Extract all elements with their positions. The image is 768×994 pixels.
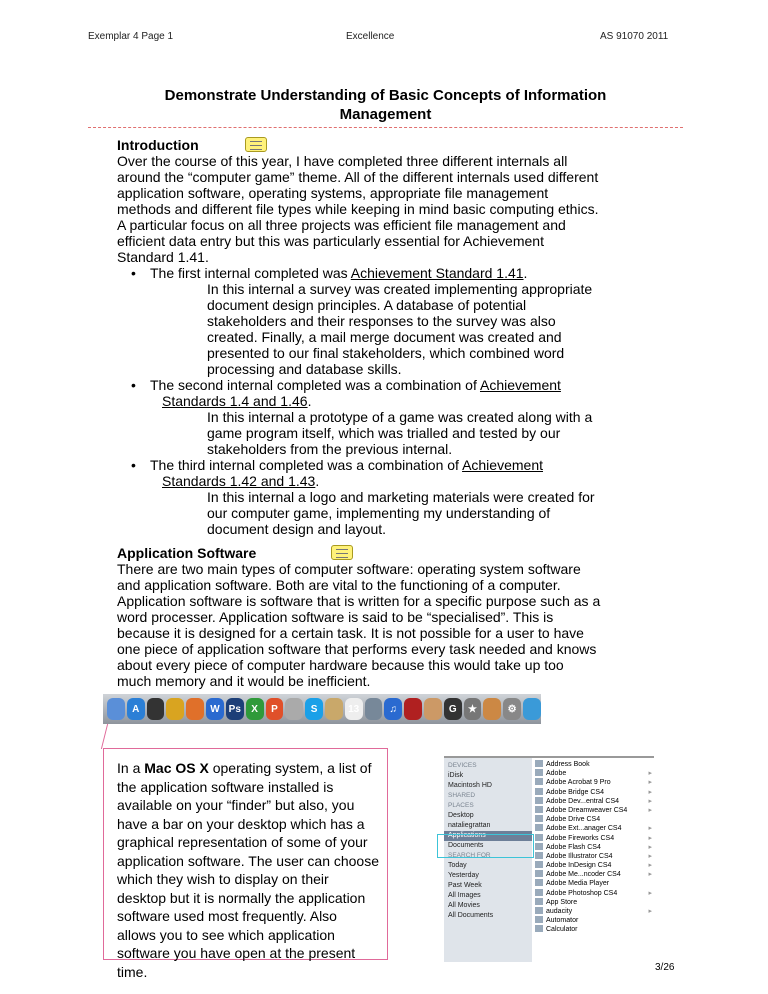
text-line: document design and layout. xyxy=(207,521,387,537)
finder-app-item xyxy=(532,788,654,797)
app-icon xyxy=(535,778,543,785)
title-line: Management xyxy=(339,106,432,123)
finder-sidebar-item: nataliegrattan xyxy=(448,822,491,829)
app-icon xyxy=(535,907,543,914)
finder-sidebar-item: SEARCH FOR xyxy=(448,852,491,859)
imovie-icon: ★ xyxy=(464,698,482,720)
preview-icon xyxy=(365,698,383,720)
photoshop-icon: Ps xyxy=(226,698,244,720)
text-line: Application software is software that is written for a specific purpose such as a xyxy=(117,593,601,609)
garageband-icon xyxy=(483,698,501,720)
text-line: Standard 1.41. xyxy=(117,249,209,265)
finder-app-item xyxy=(532,870,654,879)
app-name: Address Book xyxy=(546,761,590,768)
app-name: Adobe Drive CS4 xyxy=(546,816,601,824)
app-name: App Store xyxy=(546,898,578,906)
finder-sidebar xyxy=(444,758,532,962)
bullet-3: • The third internal completed was a combination of Achievement xyxy=(117,457,707,473)
app-icon xyxy=(535,898,543,905)
finder-sidebar-item: SHARED xyxy=(448,792,476,799)
finder-app-item xyxy=(532,843,654,852)
chrome-icon xyxy=(166,698,184,720)
finder-app-item xyxy=(532,879,654,888)
text-line: because it is designed for a certain task. It is not possible for a user to have xyxy=(117,625,584,641)
finder-app-item xyxy=(532,852,654,861)
app-name: Adobe Me...ncoder CS4 xyxy=(546,871,621,879)
app-icon xyxy=(535,879,543,886)
app-name: Adobe Bridge CS4 xyxy=(546,788,604,796)
title-line: Demonstrate Understanding of Basic Concepts of Information xyxy=(164,87,607,104)
app-name: Adobe Dreamweaver CS4 xyxy=(546,806,628,814)
app-name: Calculator xyxy=(546,926,578,934)
app-name: Adobe Illustrator CS4 xyxy=(546,852,613,860)
app-name: Adobe InDesign CS4 xyxy=(546,862,612,870)
app-icon xyxy=(535,797,543,804)
app-name: Adobe Acrobat 9 Pro xyxy=(546,779,611,787)
text-line: word processer. Application software is said to be “specialised”. This is xyxy=(117,609,554,625)
finder-sidebar-item: Macintosh HD xyxy=(448,782,492,789)
text-line: one piece of application software that performs every task needed and knows xyxy=(117,641,597,657)
app-icon xyxy=(535,870,543,877)
finder-app-item xyxy=(532,769,654,778)
text-line: document design principles. A database of potential xyxy=(207,297,527,313)
text-line: presented to our final stakeholders, which combined word xyxy=(207,345,565,361)
powerpoint-icon: P xyxy=(266,698,284,720)
text-line: methods and different file types while keeping in mind basic computing ethics. xyxy=(117,201,599,217)
app-icon xyxy=(535,916,543,923)
text-line: Over the course of this year, I have completed three different internals all xyxy=(117,153,568,169)
app-icon xyxy=(535,769,543,776)
finder-sidebar-item: iDisk xyxy=(448,772,464,779)
app-store-icon: A xyxy=(127,698,145,720)
finder-app-item xyxy=(532,889,654,898)
dashboard-icon xyxy=(147,698,165,720)
app-icon xyxy=(535,852,543,859)
garageband-g-icon: G xyxy=(444,698,462,720)
bullet-1: • The first internal completed was Achievement Standard 1.41. xyxy=(117,265,707,281)
finder-app-item xyxy=(532,815,654,824)
finder-app-item xyxy=(532,898,654,907)
finder-sidebar-item: Applications xyxy=(444,831,532,841)
finder-sidebar-item: PLACES xyxy=(448,802,474,809)
text-line: about every piece of computer hardware because this would take up too xyxy=(117,657,564,673)
notes-icon xyxy=(325,698,343,720)
bullet-3-cont: Standards 1.42 and 1.43. xyxy=(162,473,320,489)
app-name: Adobe Media Player xyxy=(546,880,610,888)
link-as-1-46[interactable]: Standards 1.4 and 1.46 xyxy=(162,393,308,409)
link-as-1-42[interactable]: Achievement xyxy=(462,457,543,473)
messenger-icon xyxy=(523,698,541,720)
finder-app-item xyxy=(532,760,654,769)
finder-app-item xyxy=(532,806,654,815)
app-icon xyxy=(535,815,543,822)
system-preferences-icon: ⚙ xyxy=(503,698,521,720)
link-as-1-41[interactable]: Achievement Standard 1.41 xyxy=(350,265,524,281)
calculator-icon xyxy=(285,698,303,720)
word-icon: W xyxy=(206,698,224,720)
app-icon xyxy=(535,806,543,813)
header-center: Excellence xyxy=(346,31,395,42)
page-title xyxy=(88,86,683,124)
text-line: application software, operating systems, appropriate file management xyxy=(117,185,549,201)
finder-window-image xyxy=(444,756,654,962)
finder-sidebar-item: Today xyxy=(448,862,467,869)
header-left: Exemplar 4 Page 1 xyxy=(88,31,174,42)
callout-leader-line xyxy=(101,724,118,749)
finder-app-item xyxy=(532,824,654,833)
calendar-icon: 13 xyxy=(345,698,363,720)
text-line: In this internal a logo and marketing materials were created for xyxy=(207,489,595,505)
highlight-box xyxy=(437,834,534,858)
section-heading: Introduction xyxy=(117,137,199,153)
app-icon xyxy=(535,824,543,831)
bullet-2-cont: Standards 1.4 and 1.46. xyxy=(162,393,312,409)
finder-sidebar-item: All Movies xyxy=(448,902,480,909)
bullet-2: • The second internal completed was a combination of Achievement xyxy=(117,377,707,393)
mac-dock-image xyxy=(103,694,541,724)
text-line: much memory and it would be inefficient. xyxy=(117,673,371,689)
finder-sidebar-item: Documents xyxy=(448,842,484,849)
finder-app-item xyxy=(532,861,654,870)
finder-icon xyxy=(107,698,125,720)
app-icon xyxy=(535,843,543,850)
finder-app-item xyxy=(532,925,654,934)
link-as-1-4[interactable]: Achievement xyxy=(479,377,561,393)
text-line: In this internal a prototype of a game was created along with a xyxy=(207,409,593,425)
excel-icon: X xyxy=(246,698,264,720)
text-line: stakeholders from the previous internal. xyxy=(207,441,453,457)
app-name: Adobe Dev...entral CS4 xyxy=(546,797,620,805)
text-line: efficient data entry but this was particularly essential for Achievement xyxy=(117,233,544,249)
finder-sidebar-item: Desktop xyxy=(448,812,474,819)
text-line: created. Finally, a mail merge document was created and xyxy=(207,329,562,345)
app-icon xyxy=(535,760,543,767)
skype-icon: S xyxy=(305,698,323,720)
finder-app-item xyxy=(532,916,654,925)
app-name: Automator xyxy=(546,917,579,925)
finder-sidebar-item: All Images xyxy=(448,892,481,899)
app-name: Adobe Flash CS4 xyxy=(546,843,601,851)
finder-app-item xyxy=(532,834,654,843)
text-line: processing and database skills. xyxy=(207,361,402,377)
app-icon xyxy=(535,834,543,841)
finder-applications-list xyxy=(532,758,654,962)
comment-note-icon[interactable] xyxy=(331,545,353,560)
app-name: audacity xyxy=(546,908,573,915)
introduction-section xyxy=(117,137,707,689)
app-icon xyxy=(535,925,543,932)
app-icon xyxy=(535,788,543,795)
page-number: 3/26 xyxy=(655,962,675,973)
finder-app-item xyxy=(532,778,654,787)
text-line: around the “computer game” theme. All of the different internals used different xyxy=(117,169,599,185)
text-line: our computer game, implementing my understanding of xyxy=(207,505,551,521)
firefox-icon xyxy=(186,698,204,720)
finder-sidebar-item: All Documents xyxy=(448,912,494,919)
section-heading: Application Software xyxy=(117,545,257,561)
text-line: There are two main types of computer software: operating system software xyxy=(117,561,581,577)
finder-sidebar-item: DEVICES xyxy=(448,762,477,769)
itunes-icon: ♫ xyxy=(384,698,402,720)
text-line: A particular focus on all three projects was efficient file management and xyxy=(117,217,566,233)
app-name: Adobe Photoshop CS4 xyxy=(546,889,618,897)
callout-box: In a Mac OS X operating system, a list of the application software installed is available on your “finder” but also, you have a bar on your desktop which has a graphical representation of some of your application software. The user can choose which they wish to display on their desktop but it is normally the application software used most frequently. Also allows you to see which application software you have open at the present time. xyxy=(103,748,388,960)
text-line: game program itself, which was trialled and tested by our xyxy=(207,425,561,441)
app-name: Adobe Fireworks CS4 xyxy=(546,834,615,842)
finder-app-item xyxy=(532,907,654,916)
photo-booth-icon xyxy=(404,698,422,720)
link-as-1-43[interactable]: Standards 1.42 and 1.43 xyxy=(162,473,316,489)
app-icon xyxy=(535,861,543,868)
header-right: AS 91070 2011 xyxy=(600,31,669,42)
app-name: Adobe Ext...anager CS4 xyxy=(546,825,622,833)
title-divider xyxy=(88,127,683,128)
finder-sidebar-item: Yesterday xyxy=(448,872,479,879)
comment-note-icon[interactable] xyxy=(245,137,267,152)
photos-icon xyxy=(424,698,442,720)
finder-sidebar-item: Past Week xyxy=(448,882,482,889)
app-icon xyxy=(535,889,543,896)
finder-app-item xyxy=(532,797,654,806)
text-line: In this internal a survey was created implementing appropriate xyxy=(207,281,593,297)
app-name: Adobe xyxy=(546,770,567,778)
text-line: stakeholders and their responses to the survey was also xyxy=(207,313,556,329)
text-line: and application software. Both are vital to the functioning of a computer. xyxy=(117,577,561,593)
